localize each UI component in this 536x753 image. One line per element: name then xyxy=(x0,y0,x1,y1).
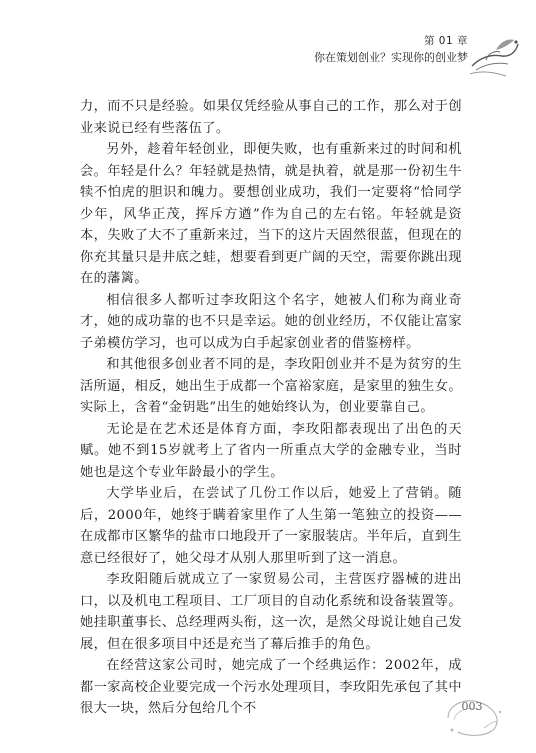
paragraph: 和其他很多创业者不同的是，李玫阳创业并不是为贫穷的生活所逼，相反，她出生于成都一个富裕家庭，是家里的独生女。实际上，含着“金钥匙”出生的她始终认为，创业要靠自己。 xyxy=(80,357,462,415)
paragraph: 相信很多人都听过李玫阳这个名字，她被人们称为商业奇才，她的成功靠的也不只是幸运。她的创业经历，不仅能让富家子弟模仿学习，也可以成为白手起家创业者的借鉴榜样。 xyxy=(80,292,462,351)
paragraph: 在经营这家公司时，她完成了一个经典运作：2002年，成都一家高校企业要完成一个污水处理项目，李玫阳先承包了其中很大一块，然后分包给几个不 xyxy=(80,658,462,716)
chapter-label: 第 01 章 xyxy=(423,35,468,47)
body-text xyxy=(80,96,462,720)
paragraph: 另外，趁着年轻创业，即便失败，也有重新来过的时间和机会。年轻是什么？年轻就是热情，就是执着，就是那一份初生牛犊不怕虎的胆识和魄力。要想创业成功，我们一定要将“恰同学少年，风华正茂，挥斥方遒”作为自己的左右铭。年轻就是资本，失败了大不了重新来过，当下的这片天固然很蓝，但现在的你充其量只是井底之蛙，想要看到更广阔的天空，需要你跳出现在的藩篱。 xyxy=(80,142,462,286)
page-number: 003 xyxy=(461,700,483,713)
paragraph: 无论是在艺术还是体育方面，李玫阳都表现出了出色的天赋。她不到15岁就考上了省内一所重点大学的金融专业，当时她也是这个专业年龄最小的学生。 xyxy=(80,421,462,480)
paragraph: 李玫阳随后就成立了一家贸易公司，主营医疗器械的进出口，以及机电工程项目、工厂项目的自动化系统和设备装置等。她挂职董事长、总经理两头衔，这一次，是然父母说让她自己发展，但在很多项目中还是充当了幕后推手的角色。 xyxy=(80,572,462,652)
paragraph: 力，而不只是经验。如果仅凭经验从事自己的工作，那么对于创业来说已经有些落伍了。 xyxy=(80,99,462,136)
swirl-ornament-icon xyxy=(466,30,522,80)
page-number-ornament-icon xyxy=(440,690,510,740)
chapter-subtitle: 你在策划创业？实现你的创业梦 xyxy=(314,51,468,64)
running-header xyxy=(314,34,468,66)
paragraph: 大学毕业后，在尝试了几份工作以后，她爱上了营销。随后，2000年，她终于瞒着家里作了人生第一笔独立的投资——在成都市区繁华的盐市口地段开了一家服装店。半年后，直到生意已经很好了，她父母才从别人那里听到了这一消息。 xyxy=(80,486,462,566)
